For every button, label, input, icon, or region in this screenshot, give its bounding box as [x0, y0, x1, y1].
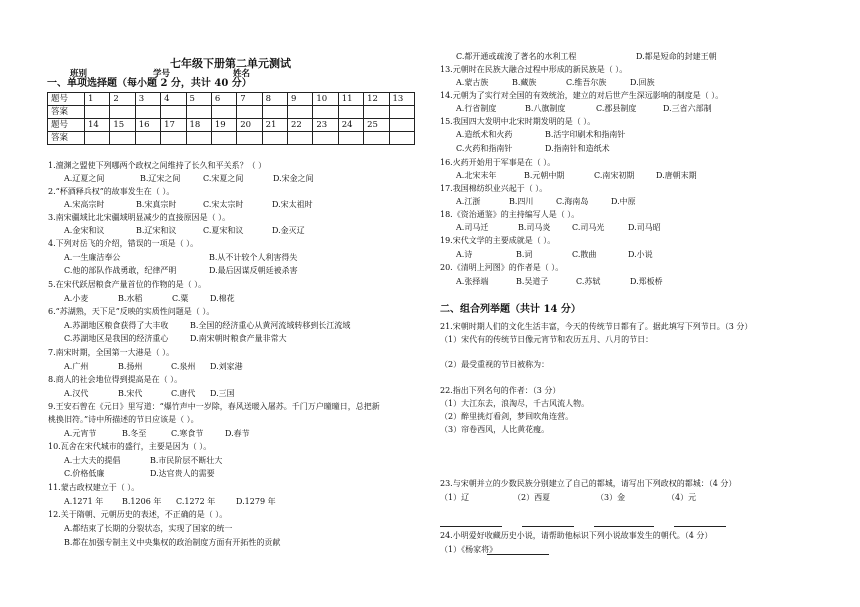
option: C.苏湖地区是我国的经济重心: [64, 334, 169, 343]
option: D.都是短命的封建王朝: [636, 52, 717, 61]
question-11: 11.蒙古政权建立于（ ）。: [48, 483, 140, 492]
option: D.宋金之间: [273, 174, 314, 183]
answer-cell[interactable]: [288, 132, 313, 145]
question-10: 10.瓦舍在宋代城市的盛行，主要是因为（ ）。: [48, 442, 212, 451]
option: D.指南针和造纸术: [545, 144, 610, 153]
answer-cell[interactable]: [211, 132, 236, 145]
option: C.散曲: [572, 250, 597, 259]
question-17: 17.我国棉纺织业兴起于（ ）。: [440, 184, 548, 193]
option: D.司马昭: [628, 223, 661, 232]
question-23-item: （4）元: [667, 493, 697, 502]
answer-blank[interactable]: [674, 526, 726, 527]
question-1: 1.澶渊之盟使下列哪两个政权之间维持了长久和平关系？（ ）: [48, 161, 267, 170]
question-13: 13.元朝时在民族大融合过程中形成的新民族是（ ）。: [440, 65, 628, 74]
answer-cell[interactable]: [262, 106, 287, 119]
option: A.蒙古族: [456, 78, 489, 87]
option: C.唐代: [171, 389, 196, 398]
option: A.造纸术和火药: [456, 130, 513, 139]
question-23-item: （2）西夏: [513, 493, 551, 502]
option: D.郑板桥: [630, 277, 663, 286]
option: B.从不计较个人利害得失: [209, 253, 298, 262]
table-cell: 23: [313, 119, 338, 132]
answer-cell[interactable]: [262, 132, 287, 145]
question-21: 21.宋朝时期人们的文化生活丰富，今天的传统节日都有了。据此填写下列节日。（3 分）: [440, 322, 753, 331]
table-cell: 4: [161, 93, 186, 106]
option: A.张择端: [456, 277, 489, 286]
question-5: 5.在宋代跃居粮食产量首位的作物的是（ ）。: [48, 280, 207, 289]
option: D.中原: [611, 197, 636, 206]
question-20: 20.《清明上河图》的作者是（ ）。: [440, 263, 564, 272]
option: D.南宋朝时粮食产量非常大: [190, 334, 287, 343]
answer-cell[interactable]: [364, 106, 389, 119]
answer-cell[interactable]: [110, 106, 135, 119]
question-22-line: （3）帘卷西风，人比黄花瘦。: [440, 425, 550, 434]
option: B.活字印刷术和指南针: [545, 130, 626, 139]
option: A.广州: [64, 362, 89, 371]
answer-cell[interactable]: [85, 132, 110, 145]
question-24: 24.小明爱好收藏历史小说，请帮助他标识下列小说故事发生的朝代。（4 分）: [440, 531, 713, 540]
option: D.最后因谋反朝廷被杀害: [209, 266, 298, 275]
option: B.全国的经济重心从黄河流域转移到长江流域: [190, 321, 351, 330]
option: A.一生廉洁奉公: [64, 253, 121, 262]
option: C.南宋初期: [594, 171, 635, 180]
option: B.辽宋之间: [140, 174, 181, 183]
question-16: 16.火药开始用于军事是在（ ）。: [440, 158, 556, 167]
table-cell: [389, 119, 415, 132]
table-cell: 25: [364, 119, 389, 132]
answer-cell[interactable]: [85, 106, 110, 119]
option: D.宋太祖时: [272, 200, 313, 209]
option: C.苏轼: [576, 277, 601, 286]
option: D.棉花: [210, 294, 235, 303]
question-23: 23.与宋朝并立的少数民族分别建立了自己的都城，请写出下列政权的都城：（4 分）: [440, 479, 737, 488]
option: A.司马迁: [456, 223, 489, 232]
question-22: 22.指出下列名句的作者：（3 分）: [440, 386, 561, 395]
option: A.苏湖地区粮食获得了大丰收: [64, 321, 169, 330]
section-1-heading: 一、单项选择题（每小题 2 分，共计 40 分）: [47, 78, 252, 89]
option: B.市民阶层不断壮大: [150, 456, 223, 465]
option: B.扬州: [118, 362, 143, 371]
question-3: 3.南宋疆域比北宋疆域明显减少的直接原因是（ ）。: [48, 213, 231, 222]
option: D.春节: [225, 429, 250, 438]
option: C.海南岛: [556, 197, 589, 206]
question-23-item: （1）辽: [440, 493, 470, 502]
option: A.行省制度: [456, 104, 497, 113]
section-2-heading: 二、组合列举题（共计 14 分）: [440, 304, 581, 315]
question-12: 12.关于隋朝、元朝历史的表述，不正确的是（ ）。: [48, 510, 228, 519]
answer-cell[interactable]: [161, 132, 186, 145]
answer-cell[interactable]: [186, 106, 211, 119]
answer-blank[interactable]: [522, 526, 574, 527]
table-row: [48, 119, 415, 132]
answer-cell[interactable]: [313, 106, 338, 119]
question-19: 19.宋代文学的主要成就是（ ）。: [440, 236, 556, 245]
question-15: 15.我国四大发明中北宋时期发明的是（ ）。: [440, 117, 596, 126]
question-18: 18.《资治通鉴》的主持编写人是（ ）。: [440, 210, 580, 219]
option: D.小说: [628, 250, 653, 259]
question-6: 6.“苏湖熟，天下足”反映的实质性问题是（ ）。: [48, 307, 215, 316]
answer-cell[interactable]: [313, 132, 338, 145]
answer-cell[interactable]: [389, 106, 415, 119]
option: C.郡县制度: [596, 104, 637, 113]
answer-cell[interactable]: [364, 132, 389, 145]
option: D.达官贵人的需要: [150, 469, 215, 478]
option: A.元宵节: [64, 429, 97, 438]
answer-cell[interactable]: [211, 106, 236, 119]
answer-cell[interactable]: [135, 106, 160, 119]
option: B.宋代: [118, 389, 143, 398]
question-9-continued: 桃换旧符。”诗中所描述的节日应该是（ ）。: [48, 415, 199, 424]
table-cell: 19: [211, 119, 236, 132]
question-14: 14.元朝为了实行对全国的有效统治，建立的对后世产生深远影响的制度是（ ）。: [440, 91, 724, 100]
question-7: 7.南宋时期，全国第一大港是（ ）。: [48, 348, 175, 357]
answer-cell[interactable]: [338, 132, 363, 145]
table-row: [48, 93, 415, 106]
answer-cell[interactable]: [186, 132, 211, 145]
option: A.北宋末年: [456, 171, 497, 180]
option: B.辽宋和议: [136, 226, 177, 235]
option: C.他的部队作战勇敢，纪律严明: [64, 266, 177, 275]
option: D.金灭辽: [272, 226, 305, 235]
question-24-item: （1）《杨家将》: [440, 545, 498, 554]
option: A.宋高宗时: [64, 200, 105, 209]
table-cell: 题号: [48, 119, 85, 132]
option: C.维吾尔族: [566, 78, 607, 87]
option: A.小麦: [64, 294, 89, 303]
table-cell: 12: [364, 93, 389, 106]
option: B.1206 年: [122, 497, 162, 506]
name-label: 姓名: [233, 69, 251, 79]
table-cell: 7: [237, 93, 262, 106]
table-cell: 13: [389, 93, 415, 106]
table-cell: 10: [313, 93, 338, 106]
question-22-line: （1）大江东去，浪淘尽，千古风流人物。: [440, 399, 590, 408]
answer-blank[interactable]: [594, 526, 654, 527]
table-cell: 11: [338, 93, 363, 106]
answer-table: [47, 92, 415, 145]
table-cell: 3: [135, 93, 160, 106]
option: A.士大夫的提倡: [64, 456, 121, 465]
option: B.四川: [509, 197, 534, 206]
table-row: [48, 106, 415, 119]
table-cell: 22: [288, 119, 313, 132]
option: C.夏宋和议: [203, 226, 244, 235]
option: B.词: [516, 250, 533, 259]
table-cell: 6: [211, 93, 236, 106]
option: C.都开通或疏浚了著名的水利工程: [456, 52, 577, 61]
table-cell: 8: [262, 93, 287, 106]
table-cell: 5: [186, 93, 211, 106]
table-cell: 答案: [48, 106, 85, 119]
table-cell: 题号: [48, 93, 85, 106]
option: C.粟: [172, 294, 189, 303]
option: C.1272 年: [176, 497, 216, 506]
answer-cell[interactable]: [389, 132, 415, 145]
answer-cell[interactable]: [135, 132, 160, 145]
answer-cell[interactable]: [288, 106, 313, 119]
answer-cell[interactable]: [161, 106, 186, 119]
option: B.藏族: [512, 78, 537, 87]
question-21-line: （2）最受重视的节日被称为：: [440, 360, 550, 369]
option: A.辽夏之间: [64, 174, 105, 183]
option: D.刘家港: [210, 362, 243, 371]
option: A.1271 年: [64, 497, 104, 506]
option: C.寒食节: [171, 429, 204, 438]
question-4: 4.下列对岳飞的介绍，错误的一项是（ ）。: [48, 239, 199, 248]
answer-cell[interactable]: [110, 132, 135, 145]
class-label: 班别: [70, 69, 88, 79]
option: A.都结束了长期的分裂状态，实现了国家的统一: [64, 524, 233, 533]
option: C.司马光: [572, 223, 605, 232]
table-cell: 18: [186, 119, 211, 132]
table-cell: 21: [262, 119, 287, 132]
table-cell: 20: [237, 119, 262, 132]
table-cell: 17: [161, 119, 186, 132]
question-8: 8.商人的社会地位得到提高是在（ ）。: [48, 375, 183, 384]
option: C.宋夏之间: [203, 174, 244, 183]
option: B.司马炎: [518, 223, 551, 232]
question-9: 9.王安石曾在《元日》里写道：“爆竹声中一岁除，春风送暖入屠苏。千门万户曈曈日，总把新: [48, 402, 380, 411]
option: B.元朝中期: [524, 171, 565, 180]
question-2: 2.“杯酒释兵权”的故事发生在（ ）。: [48, 187, 175, 196]
page-title: 七年级下册第二单元测试: [170, 57, 291, 70]
option: A.汉代: [64, 389, 89, 398]
table-cell: 16: [135, 119, 160, 132]
option: B.宋真宗时: [136, 200, 177, 209]
option: D.回族: [630, 78, 655, 87]
answer-blank[interactable]: [440, 526, 502, 527]
option: C.火药和指南针: [456, 144, 513, 153]
option: B.冬至: [122, 429, 147, 438]
question-22-line: （2）醉里挑灯看剑，梦回吹角连营。: [440, 412, 574, 421]
option: C.价格低廉: [64, 469, 105, 478]
table-cell: 答案: [48, 132, 85, 145]
table-cell: 24: [338, 119, 363, 132]
answer-cell[interactable]: [237, 132, 262, 145]
option: D.三省六部制: [663, 104, 712, 113]
option: D.唐朝末期: [656, 171, 697, 180]
option: C.泉州: [171, 362, 196, 371]
table-cell: 1: [85, 93, 110, 106]
option: B.八旗制度: [525, 104, 566, 113]
option: B.水稻: [118, 294, 143, 303]
option: B.吴道子: [516, 277, 549, 286]
option: D.1279 年: [236, 497, 276, 506]
option: A.金宋和议: [64, 226, 105, 235]
table-cell: 15: [110, 119, 135, 132]
option: D.三国: [210, 389, 235, 398]
option: A.诗: [456, 250, 473, 259]
table-cell: 9: [288, 93, 313, 106]
option: A.江浙: [456, 197, 481, 206]
option: B.都在加强专制主义中央集权的政治制度方面有开拓性的贡献: [64, 538, 281, 547]
answer-cell[interactable]: [338, 106, 363, 119]
answer-cell[interactable]: [237, 106, 262, 119]
table-row: [48, 132, 415, 145]
question-23-item: （3）金: [596, 493, 626, 502]
table-cell: 14: [85, 119, 110, 132]
table-cell: 2: [110, 93, 135, 106]
option: C.宋太宗时: [203, 200, 244, 209]
id-label: 学号: [153, 69, 171, 79]
answer-blank[interactable]: [487, 554, 549, 555]
question-21-line: （1）宋代有的传统节日像元宵节和农历五月、八月的节日：: [440, 335, 654, 344]
